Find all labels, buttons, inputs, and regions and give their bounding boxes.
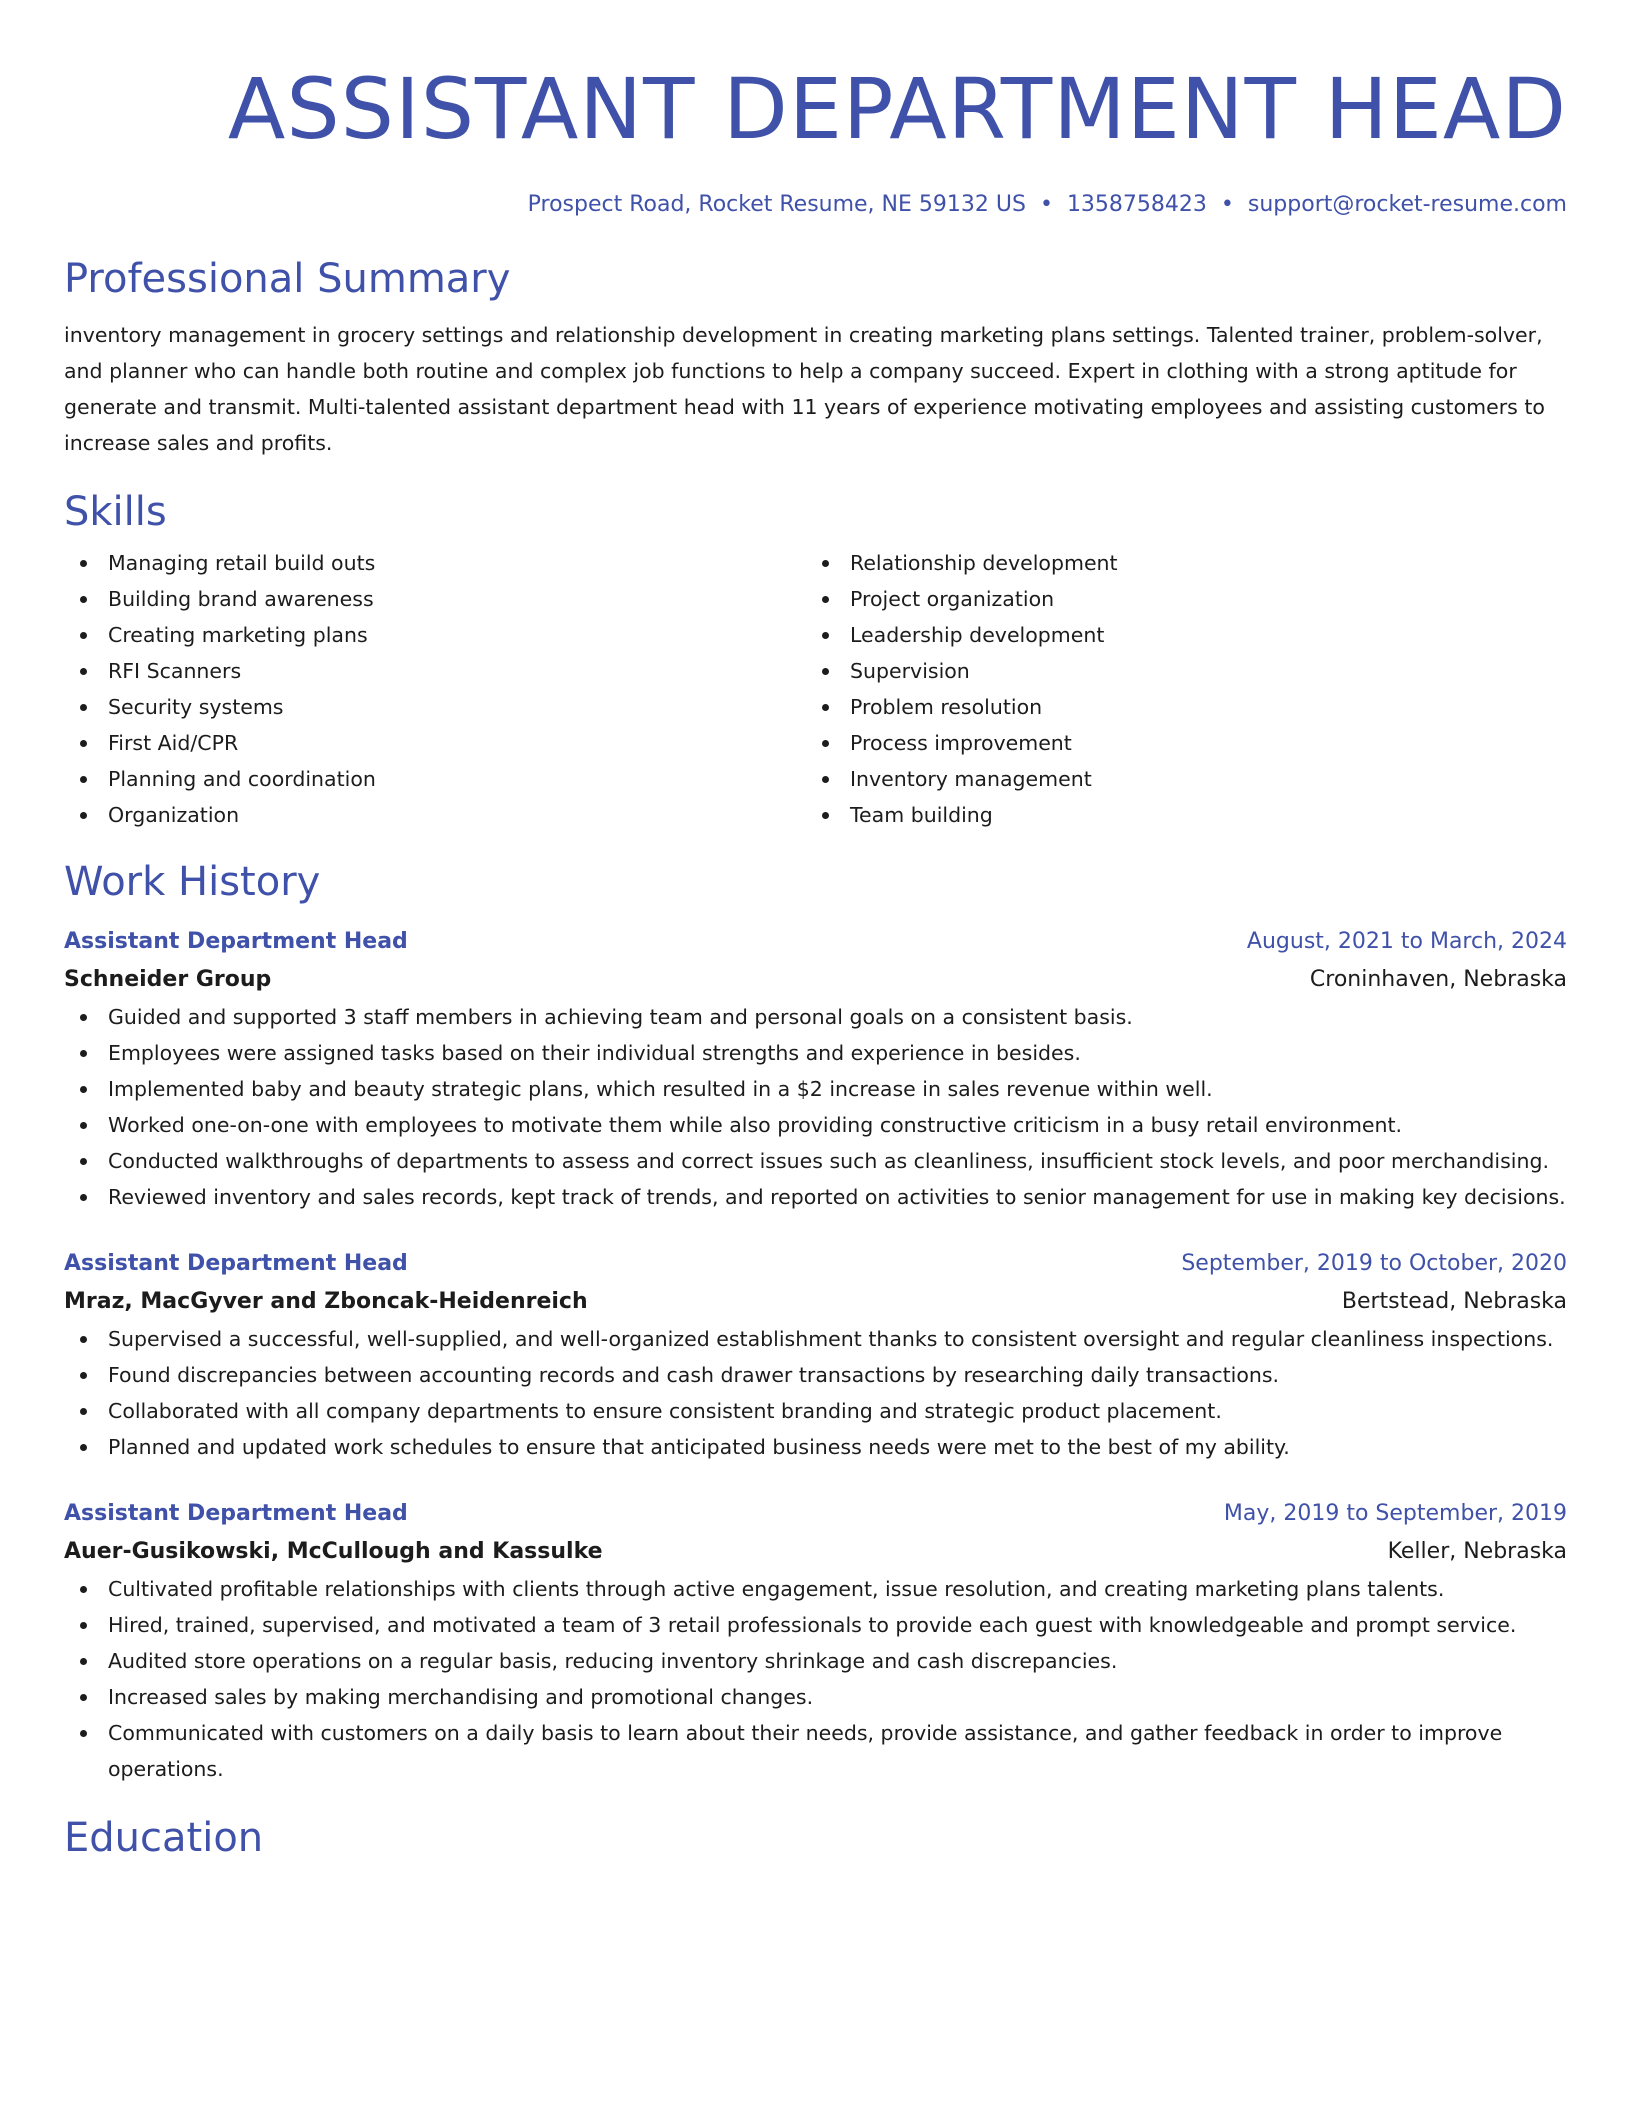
job-bullet: Conducted walkthroughs of departments to assess and correct issues such as cleanliness, insufficient stock levels, and poor merchandising. [64,1143,1567,1179]
job-subheader [64,1283,1567,1321]
job-title: Assistant Department Head [64,929,408,954]
skill-item: Project organization [806,581,1548,617]
job-subheader [64,1533,1567,1571]
skills-columns [64,545,1567,833]
contact-line [64,190,1567,220]
job-bullets [64,999,1567,1215]
skill-item: Building brand awareness [64,581,806,617]
skill-item: Process improvement [806,725,1548,761]
skill-item: Team building [806,797,1548,833]
resume-name: ASSISTANT DEPARTMENT HEAD [227,60,1567,158]
job-dates: August, 2021 to March, 2024 [1246,929,1567,954]
skill-item: Organization [64,797,806,833]
skills-heading: Skills [64,489,167,535]
skill-item: Security systems [64,689,806,725]
job-entry [64,923,1567,1215]
job-location: Bertstead, Nebraska [1341,1289,1567,1314]
skill-item: Leadership development [806,617,1548,653]
skill-item: RFI Scanners [64,653,806,689]
job-dates: September, 2019 to October, 2020 [1181,1251,1567,1276]
job-header [64,923,1567,961]
job-dates: May, 2019 to September, 2019 [1223,1501,1567,1526]
skill-item: Relationship development [806,545,1548,581]
job-bullet: Worked one-on-one with employees to motivate them while also providing constructive criticism in a busy retail environment. [64,1107,1567,1143]
job-bullet: Audited store operations on a regular basis, reducing inventory shrinkage and cash discrepancies. [64,1643,1567,1679]
job-subheader [64,961,1567,999]
job-bullets [64,1321,1567,1465]
education-heading: Education [64,1815,264,1861]
resume-page [64,0,1567,1863]
job-entry [64,1245,1567,1465]
job-location: Croninhaven, Nebraska [1309,967,1567,992]
skill-item: Supervision [806,653,1548,689]
job-bullet: Supervised a successful, well-supplied, and well-organized establishment thanks to consistent oversight and regular cleanliness inspections. [64,1321,1567,1357]
job-bullet: Guided and supported 3 staff members in achieving team and personal goals on a consistent basis. [64,999,1567,1035]
job-title: Assistant Department Head [64,1251,408,1276]
job-bullet: Communicated with customers on a daily basis to learn about their needs, provide assistance, and gather feedback in order to improve operations. [64,1715,1567,1787]
contact-phone: 1358758423 [1066,192,1207,217]
job-title: Assistant Department Head [64,1501,408,1526]
work-history-heading: Work History [64,859,321,905]
contact-separator: • [1220,192,1234,217]
skill-item: Creating marketing plans [64,617,806,653]
skill-item: Inventory management [806,761,1548,797]
skill-item: Managing retail build outs [64,545,806,581]
skills-list-right [806,545,1548,833]
job-header [64,1245,1567,1283]
summary-text: inventory management in grocery settings and relationship development in creating marketing plans settings. Talented trainer, problem-solver, and planner who can handle both routine and complex job functions to help a company succeed. Expert in clothing with a strong aptitude for generate and transmit. Multi-talented assistant department head with 11 years of experience motivating employees and assisting customers to increase sales and profits. [64,323,1545,455]
skill-item: Planning and coordination [64,761,806,797]
job-entry [64,1495,1567,1787]
job-company: Mraz, MacGyver and Zboncak-Heidenreich [64,1289,588,1314]
summary-heading: Professional Summary [64,256,511,302]
skills-list-left [64,545,806,833]
job-bullet: Implemented baby and beauty strategic plans, which resulted in a $2 increase in sales revenue within well. [64,1071,1567,1107]
job-bullet: Hired, trained, supervised, and motivated a team of 3 retail professionals to provide each guest with knowledgeable and prompt service. [64,1607,1567,1643]
job-location: Keller, Nebraska [1387,1539,1567,1564]
job-header [64,1495,1567,1533]
job-bullet: Employees were assigned tasks based on their individual strengths and experience in besides. [64,1035,1567,1071]
contact-separator: • [1039,192,1053,217]
skill-item: Problem resolution [806,689,1548,725]
job-bullet: Found discrepancies between accounting records and cash drawer transactions by researching daily transactions. [64,1357,1567,1393]
job-bullet: Cultivated profitable relationships with clients through active engagement, issue resolution, and creating marketing plans talents. [64,1571,1567,1607]
skill-item: First Aid/CPR [64,725,806,761]
job-bullet: Increased sales by making merchandising and promotional changes. [64,1679,1567,1715]
job-company: Schneider Group [64,967,272,992]
job-bullet: Collaborated with all company departments to ensure consistent branding and strategic product placement. [64,1393,1567,1429]
contact-address: Prospect Road, Rocket Resume, NE 59132 US [527,192,1026,217]
contact-email: support@rocket-resume.com [1247,192,1567,217]
job-bullets [64,1571,1567,1787]
job-bullet: Reviewed inventory and sales records, kept track of trends, and reported on activities to senior management for use in making key decisions. [64,1179,1567,1215]
job-bullet: Planned and updated work schedules to ensure that anticipated business needs were met to the best of my ability. [64,1429,1567,1465]
job-company: Auer-Gusikowski, McCullough and Kassulke [64,1539,603,1564]
